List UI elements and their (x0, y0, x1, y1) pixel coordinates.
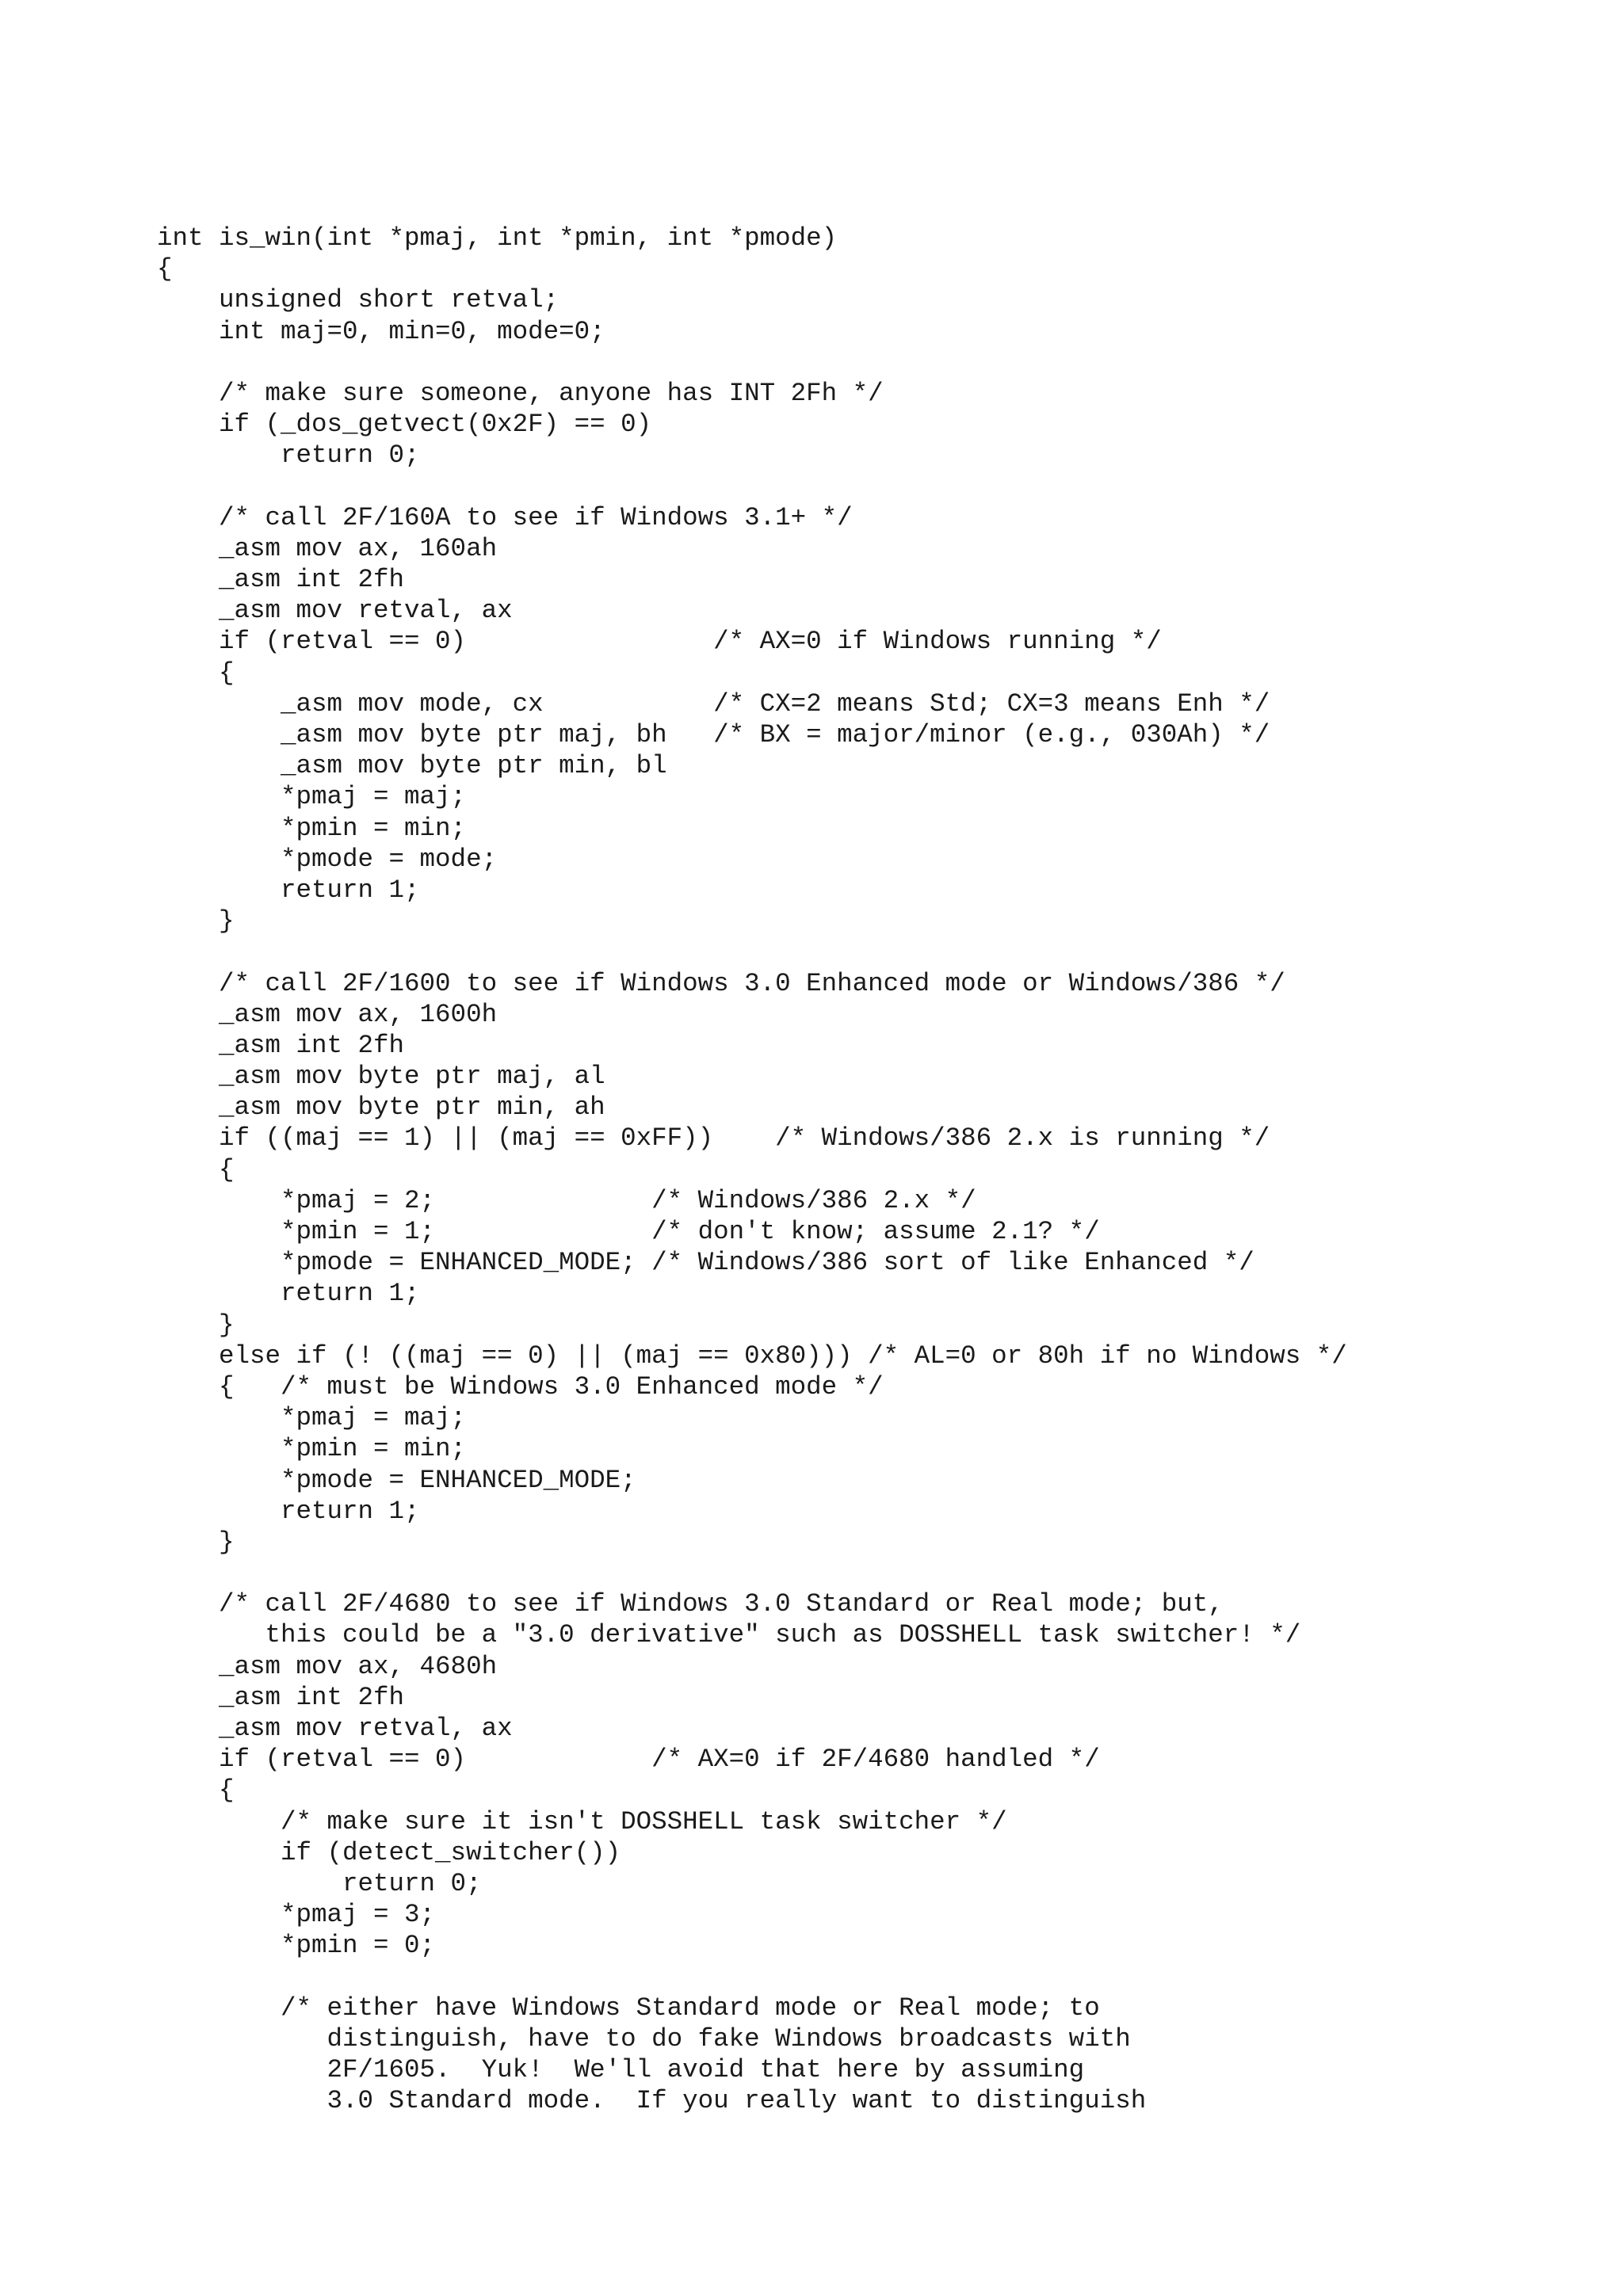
code-line: if ((maj == 1) || (maj == 0xFF)) /* Windows/386 2.x is running */ (157, 1123, 1270, 1154)
code-line: } (157, 1310, 235, 1340)
code-line: if (retval == 0) /* AX=0 if Windows running */ (157, 627, 1162, 657)
code-line: *pmin = 0; (157, 1931, 436, 1961)
code-line: if (retval == 0) /* AX=0 if 2F/4680 handled */ (157, 1745, 1100, 1775)
code-line: *pmin = min; (157, 813, 467, 843)
code-line: /* either have Windows Standard mode or Real mode; to (157, 1993, 1100, 2023)
code-line: 2F/1605. Yuk! We'll avoid that here by assuming (157, 2055, 1085, 2085)
code-line: if (_dos_getvect(0x2F) == 0) (157, 410, 652, 440)
code-line: { (157, 1154, 235, 1184)
code-line: else if (! ((maj == 0) || (maj == 0x80))) /* AL=0 or 80h if no Windows */ (157, 1341, 1347, 1371)
code-line: *pmode = ENHANCED_MODE; (157, 1465, 636, 1495)
code-line: return 1; (157, 1496, 420, 1526)
code-line: *pmaj = maj; (157, 782, 467, 812)
code-line: *pmode = mode; (157, 844, 498, 874)
code-line: _asm int 2fh (157, 565, 405, 595)
code-line (157, 471, 1347, 502)
code-line: 3.0 Standard mode. If you really want to distinguish (157, 2086, 1147, 2116)
code-line: { /* must be Windows 3.0 Enhanced mode */ (157, 1371, 884, 1402)
code-line: if (detect_switcher()) (157, 1837, 621, 1867)
code-line: distinguish, have to do fake Windows broadcasts with (157, 2023, 1131, 2054)
code-line: _asm mov byte ptr min, ah (157, 1093, 605, 1123)
code-line: return 1; (157, 875, 420, 905)
code-listing (157, 223, 1347, 2116)
code-line: *pmaj = 2; /* Windows/386 2.x */ (157, 1185, 976, 1215)
code-line: _asm mov byte ptr maj, al (157, 1062, 605, 1092)
code-line: /* make sure someone, anyone has INT 2Fh */ (157, 378, 884, 408)
code-line: *pmode = ENHANCED_MODE; /* Windows/386 sort of like Enhanced */ (157, 1248, 1254, 1278)
code-line: int maj=0, min=0, mode=0; (157, 316, 605, 346)
code-line: _asm mov retval, ax (157, 596, 513, 626)
code-line: unsigned short retval; (157, 285, 559, 315)
code-line: return 1; (157, 1279, 420, 1309)
code-line (157, 347, 1347, 378)
code-line: { (157, 658, 235, 688)
code-line: /* call 2F/4680 to see if Windows 3.0 Standard or Real mode; but, (157, 1589, 1224, 1619)
code-line: { (157, 254, 173, 284)
code-line (157, 1962, 1347, 1993)
code-line: *pmin = min; (157, 1434, 467, 1464)
code-line: _asm mov ax, 4680h (157, 1651, 498, 1681)
code-line: /* call 2F/160A to see if Windows 3.1+ */ (157, 502, 853, 532)
code-line: _asm int 2fh (157, 1682, 405, 1712)
code-line: } (157, 1527, 235, 1557)
code-line (157, 936, 1347, 967)
code-line: *pmaj = 3; (157, 1900, 436, 1930)
code-line: _asm mov byte ptr maj, bh /* BX = major/minor (e.g., 030Ah) */ (157, 720, 1270, 749)
code-line: /* make sure it isn't DOSSHELL task switcher */ (157, 1806, 1007, 1836)
code-line: } (157, 906, 235, 936)
code-line: this could be a "3.0 derivative" such as DOSSHELL task switcher! */ (157, 1620, 1301, 1650)
code-line (157, 1558, 1347, 1589)
code-line: return 0; (157, 441, 420, 471)
code-line: return 0; (157, 1868, 482, 1898)
code-line: *pmaj = maj; (157, 1403, 467, 1433)
code-line: _asm mov ax, 1600h (157, 999, 498, 1029)
code-line: int is_win(int *pmaj, int *pmin, int *pmode) (157, 223, 838, 253)
code-line: /* call 2F/1600 to see if Windows 3.0 Enhanced mode or Windows/386 */ (157, 968, 1285, 998)
code-line: *pmin = 1; /* don't know; assume 2.1? */ (157, 1217, 1100, 1246)
code-line: _asm mov mode, cx /* CX=2 means Std; CX=3 means Enh */ (157, 688, 1270, 719)
code-line: _asm mov byte ptr min, bl (157, 751, 667, 781)
code-line: { (157, 1775, 235, 1806)
code-line: _asm mov ax, 160ah (157, 533, 498, 563)
code-line: _asm mov retval, ax (157, 1714, 513, 1743)
code-line: _asm int 2fh (157, 1030, 405, 1060)
